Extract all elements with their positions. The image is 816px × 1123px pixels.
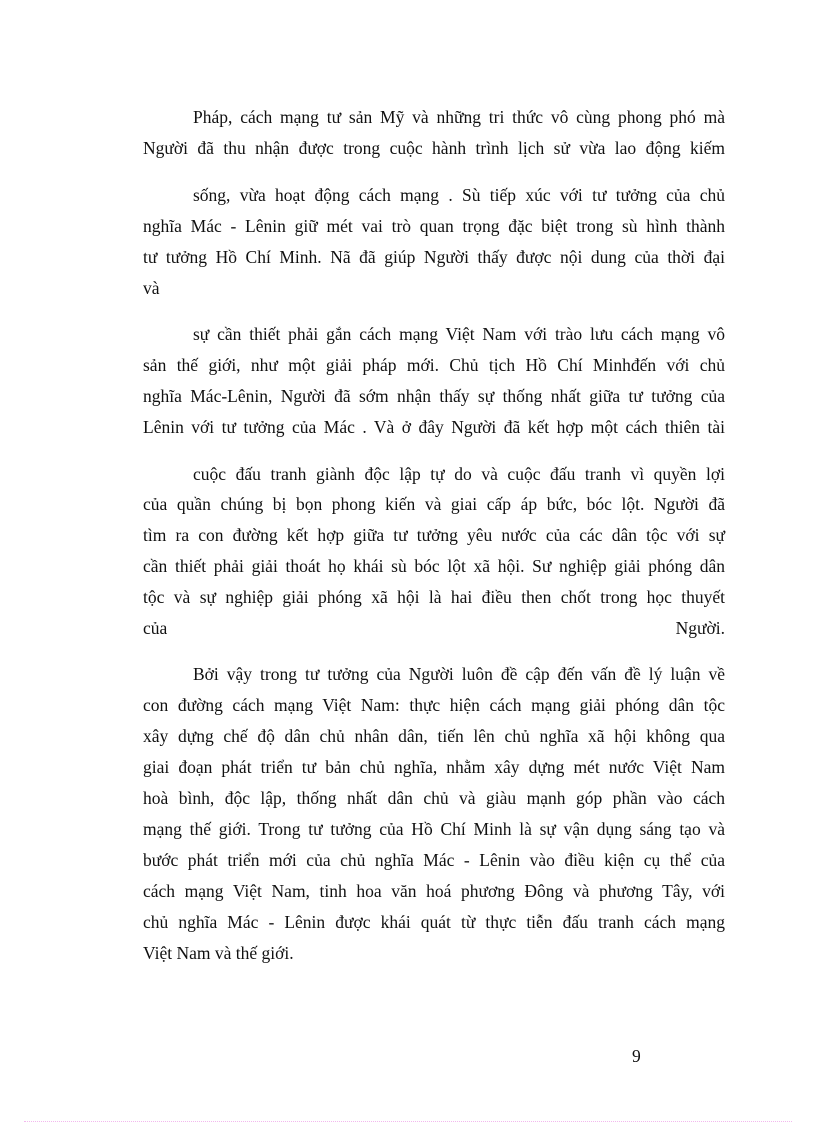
paragraph-5-line-6: mạng thế giới. Trong tư tưởng của Hồ Chí Minh là sự vận dụng sáng tạo và [143, 819, 725, 839]
paragraph-5-line-5: hoà bình, độc lập, thống nhất dân chủ và giàu mạnh góp phần vào cách [143, 788, 725, 808]
paragraph-5-line-7: bước phát triển mới của chủ nghĩa Mác - Lênin vào điều kiện cụ thể của [143, 850, 725, 870]
paragraph-4-line-5: tộc và sự nghiệp giải phóng xã hội là hai điều then chốt trong học thuyết [143, 587, 725, 607]
paragraph-4-line-6-left: của [143, 618, 168, 638]
paragraph-4-line-4: cần thiết phải giải thoát họ khái sù bóc lột xã hội. Sư nghiệp giải phóng dân [143, 556, 725, 576]
paragraph-3-line-2: sản thế giới, như một giải pháp mới. Chủ tịch Hồ Chí Minhđến với chủ [143, 355, 725, 375]
paragraph-4-line-2: của quần chúng bị bọn phong kiến và giai cấp áp bức, bóc lột. Người đã [143, 494, 725, 514]
paragraph-5-line-1: Bởi vậy trong tư tưởng của Người luôn đề cập đến vấn đề lý luận về [193, 664, 725, 684]
paragraph-2-line-1: sống, vừa hoạt động cách mạng . Sù tiếp xúc với tư tưởng của chủ [193, 185, 725, 205]
paragraph-5-line-4: giai đoạn phát triển tư bản chủ nghĩa, nhằm xây dựng mét nước Việt Nam [143, 757, 725, 777]
paragraph-3-line-1: sự cần thiết phải gắn cách mạng Việt Nam với trào lưu cách mạng vô [193, 324, 725, 344]
paragraph-5-line-3: xây dựng chế độ dân chủ nhân dân, tiến lên chủ nghĩa xã hội không qua [143, 726, 725, 746]
paragraph-1-line-2: Người đã thu nhận được trong cuộc hành trình lịch sử vừa lao động kiếm [143, 138, 725, 158]
paragraph-2-line-4: và [143, 278, 160, 298]
page-number: 9 [632, 1046, 641, 1066]
paragraph-4-line-1: cuộc đấu tranh giành độc lập tự do và cuộc đấu tranh vì quyền lợi [193, 464, 725, 484]
paragraph-2-line-2: nghĩa Mác - Lênin giữ mét vai trò quan trọng đặc biệt trong sù hình thành [143, 216, 725, 236]
paragraph-5-line-8: cách mạng Việt Nam, tinh hoa văn hoá phương Đông và phương Tây, với [143, 881, 725, 901]
paragraph-1-line-1: Pháp, cách mạng tư sản Mỹ và những tri thức vô cùng phong phó mà [193, 107, 725, 127]
paragraph-4-line-6 [143, 617, 725, 639]
paragraph-3-line-3: nghĩa Mác-Lênin, Người đã sớm nhận thấy sự thống nhất giữa tư tưởng của [143, 386, 725, 406]
paragraph-2-line-3: tư tưởng Hồ Chí Minh. Nã đã giúp Người thấy được nội dung của thời đại [143, 247, 725, 267]
paragraph-5-line-10: Việt Nam và thế giới. [143, 943, 294, 963]
paragraph-4-line-3: tìm ra con đường kết hợp giữa tư tưởng yêu nước của các dân tộc với sự [143, 525, 725, 545]
paragraph-5-line-9: chủ nghĩa Mác - Lênin được khái quát từ thực tiễn đấu tranh cách mạng [143, 912, 725, 932]
paragraph-4-line-6-right: Người. [675, 618, 725, 638]
paragraph-5-line-2: con đường cách mạng Việt Nam: thực hiện cách mạng giải phóng dân tộc [143, 695, 725, 715]
page-boundary-divider [24, 1121, 792, 1122]
paragraph-3-line-4: Lênin với tư tưởng của Mác . Và ở đây Người đã kết hợp một cách thiên tài [143, 417, 725, 437]
